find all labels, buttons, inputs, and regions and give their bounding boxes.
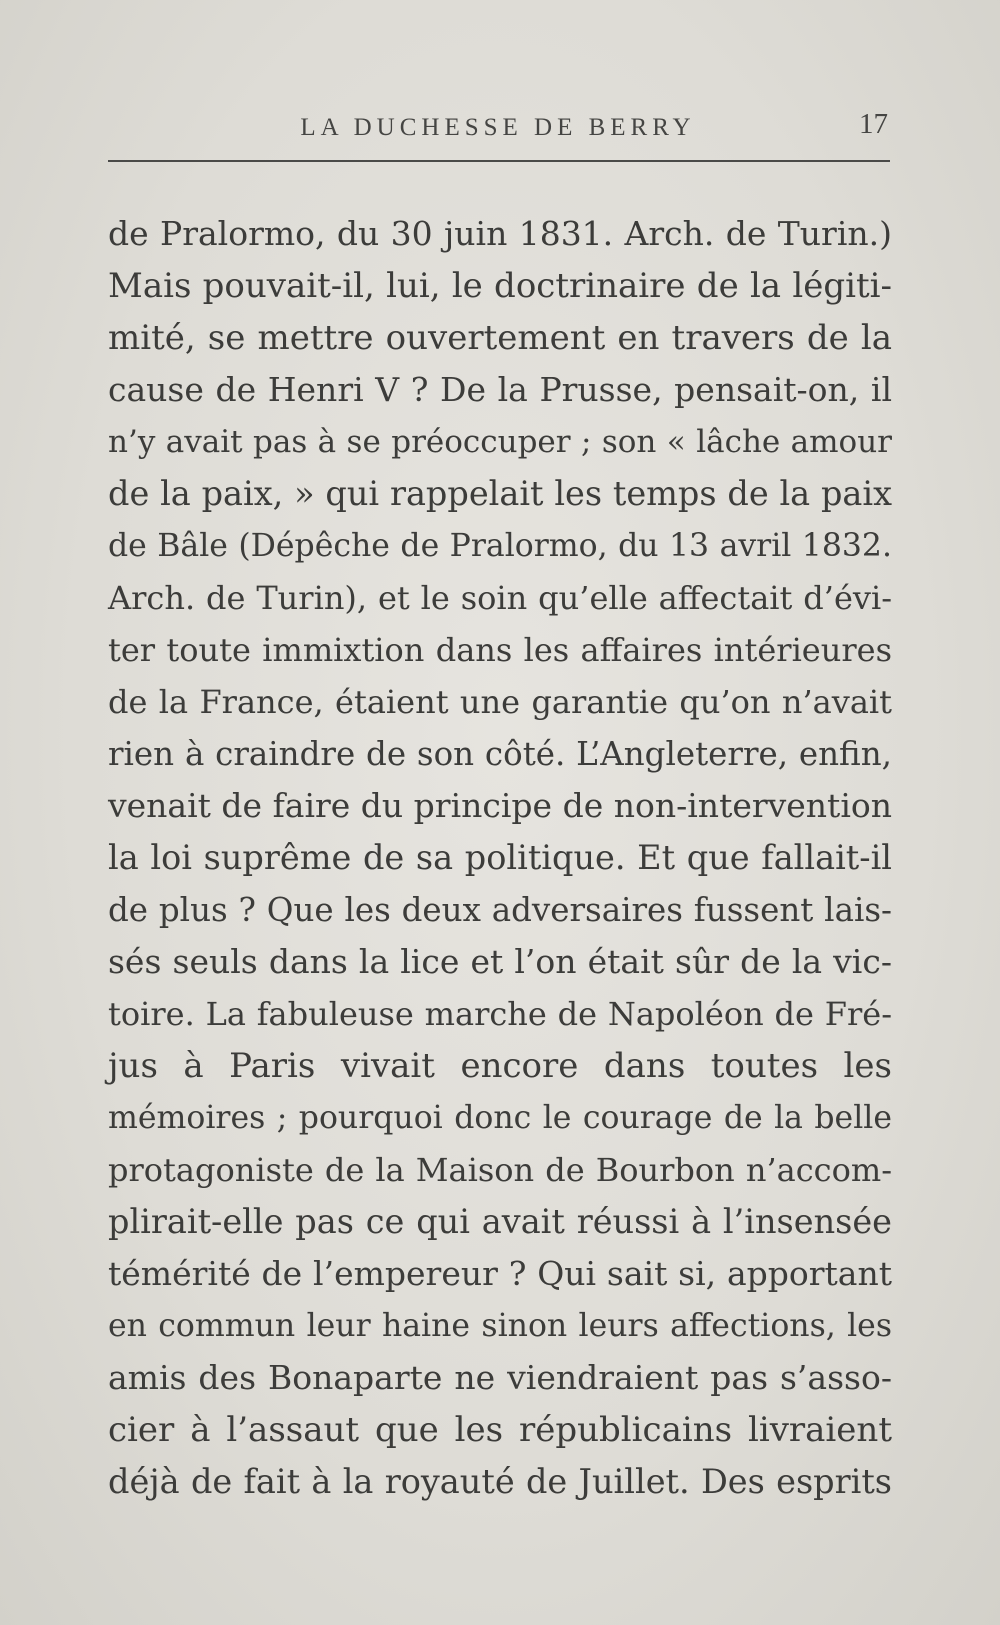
text-line: Arch. de Turin), et le soin qu’elle affectait d’évi- — [108, 579, 892, 617]
text-line: mémoires ; pourquoi donc le courage de la belle — [108, 1100, 892, 1136]
text-line: ter toute immixtion dans les affaires intérieures — [108, 631, 892, 669]
running-title: LA DUCHESSE DE BERRY — [300, 114, 696, 141]
text-line: de la France, étaient une garantie qu’on n’avait — [108, 683, 892, 721]
body-text — [108, 208, 892, 1508]
text-line: rien à craindre de son côté. L’Angleterre, enfin, — [108, 735, 892, 773]
text-line: protagoniste de la Maison de Bourbon n’accom- — [108, 1151, 892, 1189]
text-line: de Bâle (Dépêche de Pralormo, du 13 avril 1832. — [108, 528, 892, 564]
text-line: toire. La fabuleuse marche de Napoléon de Fré- — [108, 995, 892, 1033]
text-line: de la paix, » qui rappelait les temps de la paix — [108, 474, 892, 513]
page-number: 17 — [859, 108, 888, 140]
text-line: de Pralormo, du 30 juin 1831. Arch. de Turin.) — [108, 214, 892, 253]
text-line: en commun leur haine sinon leurs affections, les — [108, 1308, 892, 1344]
text-line: amis des Bonaparte ne viendraient pas s’asso- — [108, 1358, 892, 1397]
header-rule — [108, 160, 890, 162]
text-line: n’y avait pas à se préoccuper ; son « lâche amour — [108, 424, 892, 460]
text-line: de plus ? Que les deux adversaires fussent lais- — [108, 891, 892, 929]
text-line: Mais pouvait-il, lui, le doctrinaire de la légiti- — [108, 266, 892, 306]
text-line: mité, se mettre ouvertement en travers de la — [108, 318, 892, 358]
running-head — [108, 108, 888, 148]
text-line: cause de Henri V ? De la Prusse, pensait-on, il — [108, 370, 892, 409]
text-line: la loi suprême de sa politique. Et que fallait-il — [108, 838, 892, 877]
text-line: sés seuls dans la lice et l’on était sûr de la vic- — [108, 942, 892, 981]
text-line: plirait-elle pas ce qui avait réussi à l’insensée — [108, 1202, 892, 1241]
text-line: cier à l’assaut que les républicains livraient — [108, 1410, 892, 1450]
text-line: jus à Paris vivait encore dans toutes les — [108, 1046, 892, 1086]
text-line: venait de faire du principe de non-intervention — [108, 786, 892, 825]
text-line: témérité de l’empereur ? Qui sait si, apportant — [108, 1254, 892, 1293]
text-line: déjà de fait à la royauté de Juillet. Des esprits — [108, 1462, 892, 1501]
